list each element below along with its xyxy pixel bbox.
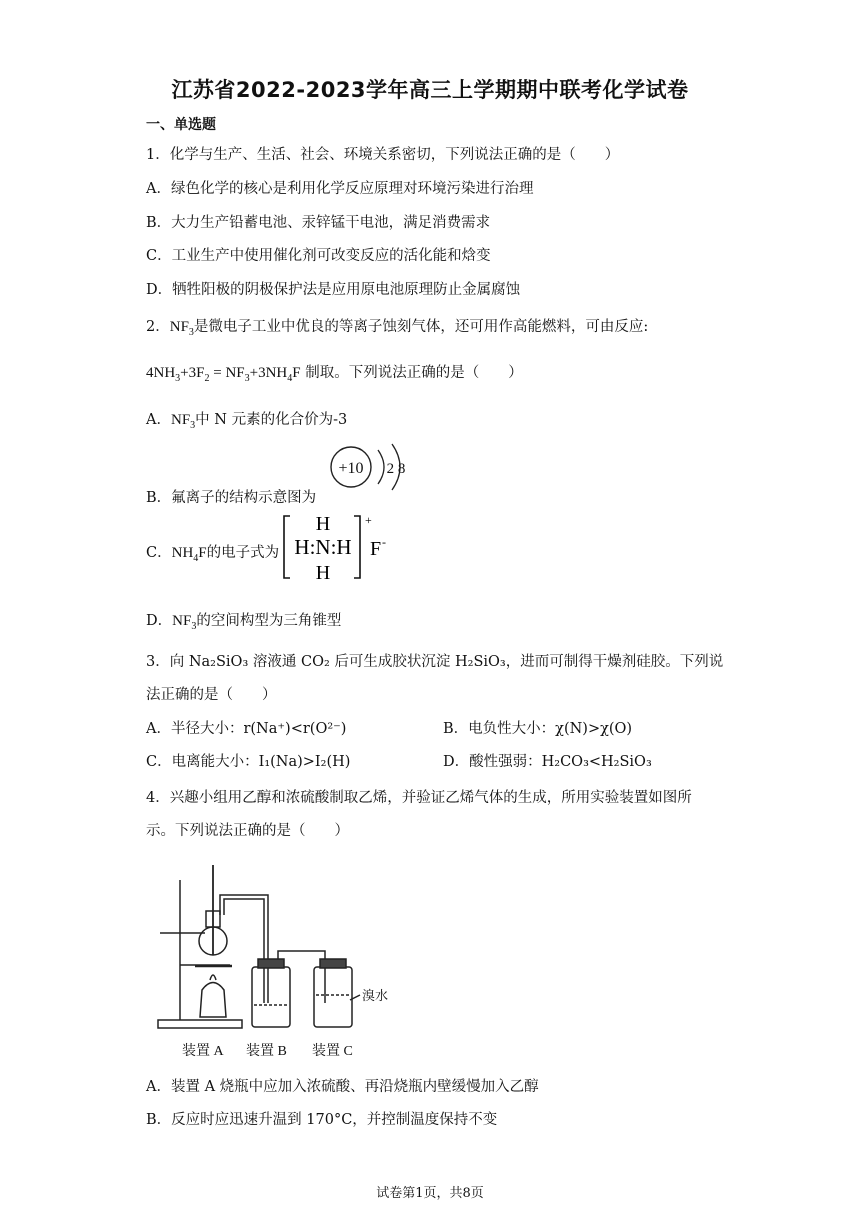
nf3-formula <box>170 412 196 431</box>
eq-part: F <box>292 365 301 381</box>
stopper-c <box>320 959 346 968</box>
q1-option-c: C．工业生产中使用催化剂可改变反应的活化能和焓变 <box>146 248 491 264</box>
nh4f-formula <box>171 545 207 564</box>
nf3-sub: 3 <box>190 420 196 431</box>
tube-a-b <box>220 895 268 1003</box>
flame <box>210 975 216 980</box>
q2-eq-tail: 制取。下列说法正确的是（ ） <box>300 365 523 381</box>
q3-option-a: A．半径大小：r(Na⁺)<r(O²⁻) <box>146 721 347 737</box>
bottle-c <box>314 967 352 1027</box>
central-row: H:N:H <box>294 535 352 559</box>
apparatus-b-label: 装置 B <box>246 1044 287 1059</box>
shell-arc-1 <box>378 450 384 484</box>
formula-part: F <box>198 545 207 561</box>
page-title: 江苏省2022-2023学年高三上学期期中联考化学试卷 <box>171 78 689 102</box>
nf3-sub: 3 <box>188 327 194 338</box>
fluoride-anion: F <box>370 538 382 560</box>
q2-option-d <box>146 609 341 632</box>
nucleus-charge: +10 <box>338 460 364 477</box>
q2-equation-line <box>146 361 523 384</box>
apparatus-figure <box>150 855 400 1065</box>
eq-part: +3F <box>180 365 205 381</box>
eq-part: 4NH <box>146 365 176 381</box>
q4-option-a: A．装置 A 烧瓶中应加入浓硫酸、再沿烧瓶内壁缓慢加入乙醇 <box>146 1079 539 1095</box>
q3-stem-line2: 法正确的是（ ） <box>146 687 277 703</box>
eq-sub: 4 <box>287 373 293 384</box>
option-label: D． <box>146 613 173 629</box>
stopper-b <box>258 959 284 968</box>
eq-sub: 2 <box>204 373 210 384</box>
nf3-text: NF <box>169 319 189 335</box>
q3-option-c: C．电离能大小：I₁(Na)>I₂(H) <box>146 754 351 770</box>
option-label: C． <box>146 545 172 561</box>
q3-option-b: B．电负性大小：χ(N)>χ(O) <box>443 721 633 737</box>
q2-option-c <box>146 541 279 564</box>
formula-part: NH <box>171 545 194 561</box>
shell-electrons: 2 8 <box>386 461 406 477</box>
fluoride-ion-diagram <box>320 440 420 496</box>
q2-option-b: B．氟离子的结构示意图为 <box>146 490 317 506</box>
right-bracket <box>354 516 360 578</box>
q1-stem: 1．化学与生产、生活、社会、环境关系密切，下列说法正确的是（ ） <box>146 147 620 163</box>
q1-option-a: A．绿色化学的核心是利用化学反应原理对环境污染进行治理 <box>146 181 534 197</box>
option-text: 的空间构型为三角锥型 <box>196 613 342 629</box>
q2-nf3 <box>169 319 194 338</box>
option-label: A． <box>146 412 171 428</box>
cation-charge: + <box>365 513 372 527</box>
nf3-formula <box>172 613 197 632</box>
section-heading: 一、单选题 <box>146 117 216 133</box>
eq-sub: 3 <box>175 373 181 384</box>
q2-option-a <box>146 408 347 431</box>
bromine-water-label: 溴水 <box>362 988 389 1003</box>
alcohol-lamp <box>200 983 226 1018</box>
q2-stem-rest: 是微电子工业中优良的等离子蚀刻气体，还可用作高能燃料，可由反应: <box>193 319 649 335</box>
electron-formula-diagram <box>280 510 400 586</box>
q2-stem <box>146 315 648 338</box>
eq-part: = NF <box>209 365 245 381</box>
top-hydrogen: H <box>315 513 331 535</box>
q1-option-d: D．牺牲阳极的阴极保护法是应用原电池原理防止金属腐蚀 <box>146 282 521 298</box>
q1-option-b: B．大力生产铅蓄电池、汞锌锰干电池，满足消费需求 <box>146 215 491 231</box>
apparatus-c-label: 装置 C <box>312 1044 353 1059</box>
anion-charge: - <box>382 535 386 549</box>
nf3-sub: 3 <box>191 621 197 632</box>
left-bracket <box>284 516 290 578</box>
q4-stem-line1: 4．兴趣小组用乙醇和浓硫酸制取乙烯，并验证乙烯气体的生成，所用实验装置如图所 <box>146 790 692 806</box>
tube-a-b-inner <box>224 899 264 1003</box>
nf3-text: NF <box>172 613 192 629</box>
q3-stem-line1: 3．向 Na₂SiO₃ 溶液通 CO₂ 后可生成胶状沉淀 H₂SiO₃，进而可制得干燥剂硅胶。下列说 <box>146 654 724 670</box>
apparatus-a-label: 装置 A <box>182 1044 224 1059</box>
q3-option-d: D．酸性强弱：H₂CO₃<H₂SiO₃ <box>443 754 652 770</box>
option-text: 的电子式为 <box>206 545 280 561</box>
option-text: 中 N 元素的化合价为-3 <box>195 412 348 428</box>
bottom-hydrogen: H <box>315 562 331 584</box>
bottle-b <box>252 967 290 1027</box>
eq-part: +3NH <box>249 365 288 381</box>
nf3-text: NF <box>170 412 191 428</box>
formula-sub: 4 <box>193 553 199 564</box>
q4-stem-line2: 示。下列说法正确的是（ ） <box>146 823 349 839</box>
q2-number: 2． <box>146 319 170 335</box>
q2-equation <box>146 365 301 384</box>
eq-sub: 3 <box>244 373 250 384</box>
stand-base <box>158 1020 242 1028</box>
page-footer: 试卷第1页，共8页 <box>376 1186 484 1201</box>
q4-option-b: B．反应时应迅速升温到 170°C，并控制温度保持不变 <box>146 1112 498 1128</box>
